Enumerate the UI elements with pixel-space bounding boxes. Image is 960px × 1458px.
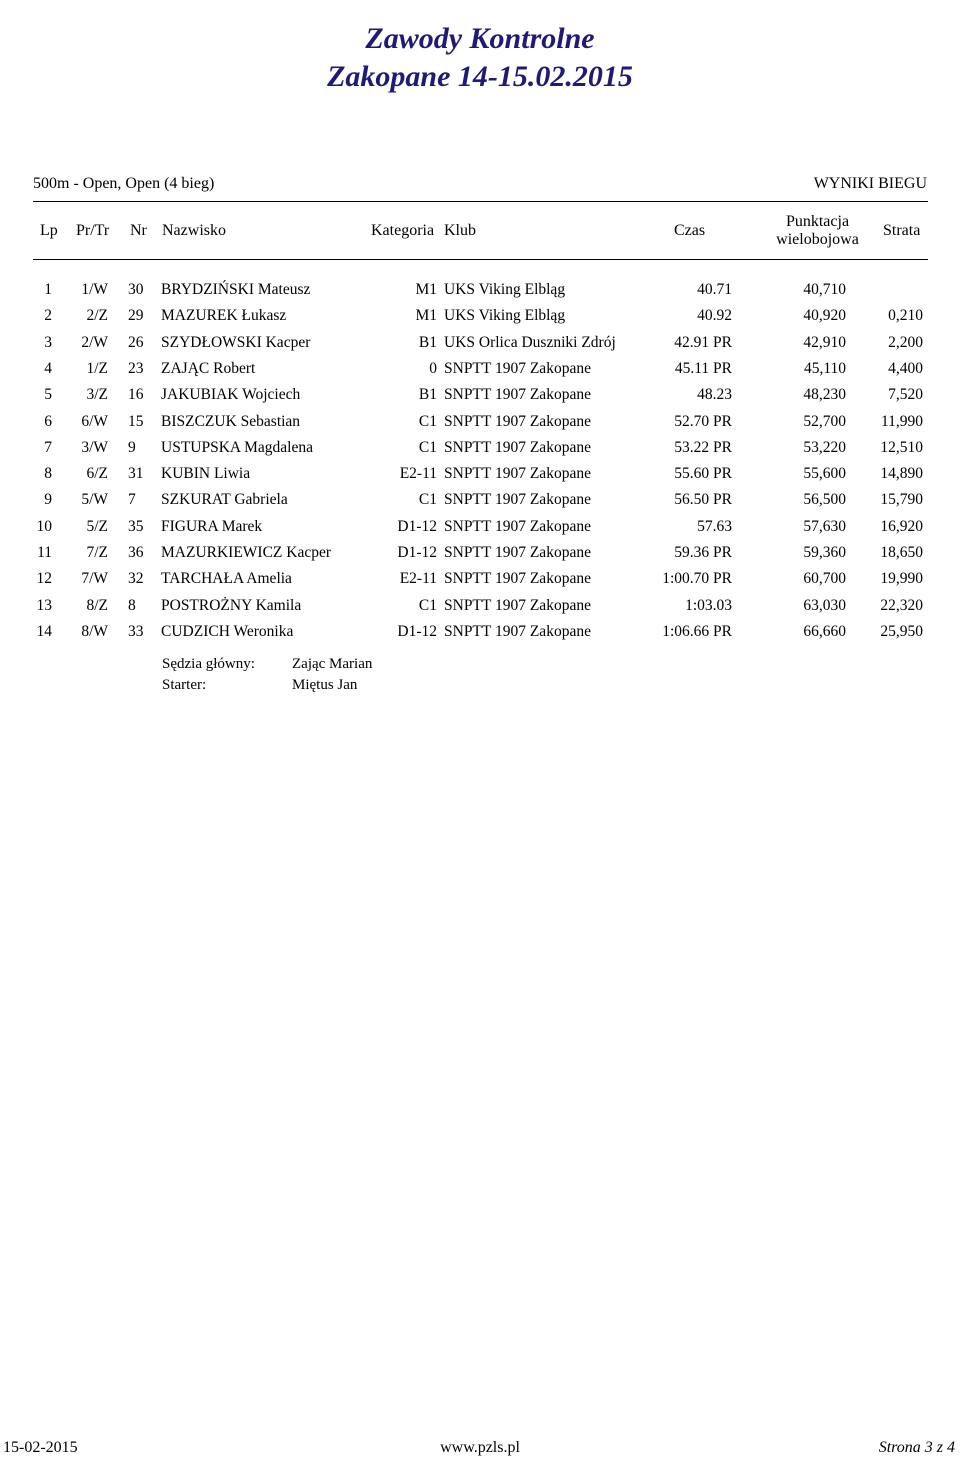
cell-czas: 1:03.03	[685, 596, 732, 614]
cell-nr: 23	[128, 359, 144, 377]
cell-nr: 8	[128, 596, 136, 614]
column-header-czas: Czas	[674, 222, 706, 239]
cell-czas: 55.60 PR	[674, 465, 732, 483]
cell-klub: UKS Viking Elbląg	[444, 307, 566, 325]
cell-kategoria: E2-11	[399, 570, 437, 588]
cell-nr: 32	[128, 570, 144, 588]
cell-kategoria: C1	[418, 596, 437, 614]
cell-klub: SNPTT 1907 Zakopane	[444, 386, 591, 404]
cell-czas: 57.63	[697, 517, 732, 535]
cell-kategoria: D1-12	[397, 517, 437, 535]
cell-punktacja: 52,700	[803, 412, 846, 430]
cell-strata: 12,510	[880, 438, 923, 456]
cell-nr: 26	[128, 333, 144, 351]
cell-strata: 2,200	[888, 333, 923, 351]
cell-punktacja: 55,600	[803, 465, 846, 483]
cell-czas: 48.23	[697, 386, 732, 404]
column-header-prtr: Pr/Tr	[76, 222, 110, 239]
cell-nazwisko: BISZCZUK Sebastian	[161, 412, 301, 430]
cell-nazwisko: CUDZICH Weronika	[161, 622, 294, 640]
cell-czas: 52.70 PR	[674, 412, 732, 430]
cell-klub: SNPTT 1907 Zakopane	[444, 438, 591, 456]
cell-punktacja: 59,360	[803, 544, 846, 561]
cell-kategoria: D1-12	[397, 544, 437, 561]
cell-nr: 30	[128, 281, 144, 298]
cell-kategoria: B1	[418, 333, 437, 351]
cell-nr: 35	[128, 517, 144, 535]
cell-lp: 8	[44, 465, 52, 483]
cell-kategoria: C1	[418, 438, 437, 456]
cell-strata: 16,920	[880, 517, 923, 535]
cell-prtr: 1/Z	[86, 359, 108, 377]
cell-lp: 5	[44, 386, 52, 404]
cell-prtr: 8/Z	[86, 596, 108, 614]
document-subtitle: Zakopane 14-15.02.2015	[327, 60, 633, 93]
cell-czas: 56.50 PR	[674, 491, 732, 509]
footer-date: 15-02-2015	[3, 1439, 78, 1456]
footer-website: www.pzls.pl	[440, 1439, 520, 1456]
cell-klub: SNPTT 1907 Zakopane	[444, 412, 591, 430]
cell-punktacja: 60,700	[803, 570, 846, 588]
cell-punktacja: 56,500	[803, 491, 846, 509]
column-header-klub: Klub	[444, 222, 476, 239]
cell-klub: SNPTT 1907 Zakopane	[444, 596, 591, 614]
cell-punktacja: 48,230	[803, 386, 846, 404]
column-header-punktacja	[760, 213, 875, 249]
column-header-nazwisko: Nazwisko	[162, 222, 226, 239]
cell-klub: SNPTT 1907 Zakopane	[444, 517, 591, 535]
cell-klub: SNPTT 1907 Zakopane	[444, 544, 591, 561]
cell-nr: 15	[128, 412, 144, 430]
cell-czas: 1:00.70 PR	[662, 570, 732, 588]
cell-punktacja: 40,710	[803, 281, 846, 298]
cell-nazwisko: MAZURKIEWICZ Kacper	[161, 544, 332, 561]
cell-prtr: 2/W	[81, 333, 108, 351]
cell-nr: 9	[128, 438, 136, 456]
cell-czas: 42.91 PR	[674, 333, 732, 351]
table-row	[0, 518, 960, 544]
cell-czas: 59.36 PR	[674, 544, 732, 561]
cell-klub: SNPTT 1907 Zakopane	[444, 465, 591, 483]
document-title: Zawody Kontrolne	[365, 22, 595, 55]
cell-lp: 1	[44, 281, 52, 298]
cell-kategoria: 0	[429, 359, 437, 377]
cell-czas: 40.92	[697, 307, 732, 325]
cell-strata: 14,890	[880, 465, 923, 483]
cell-lp: 3	[44, 333, 52, 351]
cell-lp: 14	[36, 622, 52, 640]
cell-klub: SNPTT 1907 Zakopane	[444, 622, 591, 640]
cell-prtr: 6/Z	[86, 465, 108, 483]
table-row	[0, 439, 960, 465]
cell-kategoria: D1-12	[397, 622, 437, 640]
cell-lp: 9	[44, 491, 52, 509]
judge-label: Sędzia główny:	[162, 656, 255, 672]
cell-prtr: 3/Z	[86, 386, 108, 404]
cell-nr: 29	[128, 307, 144, 325]
cell-punktacja: 63,030	[803, 596, 846, 614]
cell-strata: 7,520	[888, 386, 923, 404]
cell-prtr: 5/Z	[86, 517, 108, 535]
cell-strata: 18,650	[880, 544, 923, 561]
cell-prtr: 1/W	[81, 281, 108, 298]
cell-punktacja: 53,220	[803, 438, 846, 456]
table-row	[0, 623, 960, 649]
cell-strata: 19,990	[880, 570, 923, 588]
starter-label: Starter:	[162, 677, 207, 693]
cell-nazwisko: MAZUREK Łukasz	[161, 307, 287, 325]
cell-nazwisko: SZYDŁOWSKI Kacper	[161, 333, 311, 351]
cell-strata: 0,210	[888, 307, 923, 325]
cell-kategoria: E2-11	[399, 465, 437, 483]
cell-lp: 12	[36, 570, 52, 588]
cell-nr: 31	[128, 465, 144, 483]
cell-nazwisko: ZAJĄC Robert	[161, 359, 256, 377]
footer-page-number: Strona 3 z 4	[878, 1439, 955, 1456]
cell-klub: UKS Viking Elbląg	[444, 281, 566, 298]
cell-prtr: 7/W	[81, 570, 108, 588]
column-header-kategoria: Kategoria	[371, 222, 435, 239]
table-row	[0, 360, 960, 386]
cell-czas: 40.71	[697, 281, 732, 298]
cell-nr: 33	[128, 622, 144, 640]
cell-nr: 36	[128, 544, 144, 561]
cell-lp: 7	[44, 438, 52, 456]
cell-prtr: 8/W	[81, 622, 108, 640]
cell-czas: 1:06.66 PR	[662, 622, 732, 640]
cell-punktacja: 57,630	[803, 517, 846, 535]
cell-klub: SNPTT 1907 Zakopane	[444, 570, 591, 588]
cell-lp: 2	[44, 307, 52, 325]
cell-strata: 11,990	[880, 412, 923, 430]
column-header-punktacja-line1: Punktacja	[785, 213, 850, 230]
cell-kategoria: C1	[418, 412, 437, 430]
header-bottom-divider	[33, 259, 928, 260]
cell-prtr: 2/Z	[86, 307, 108, 325]
column-header-punktacja-line2: wielobojowa	[776, 231, 859, 248]
cell-klub: SNPTT 1907 Zakopane	[444, 491, 591, 509]
cell-lp: 11	[37, 544, 52, 561]
cell-czas: 45.11 PR	[674, 359, 732, 377]
cell-strata: 15,790	[880, 491, 923, 509]
cell-klub: SNPTT 1907 Zakopane	[444, 359, 591, 377]
cell-nazwisko: USTUPSKA Magdalena	[161, 438, 313, 456]
table-row	[0, 307, 960, 333]
cell-nazwisko: BRYDZIŃSKI Mateusz	[161, 281, 311, 298]
cell-nazwisko: JAKUBIAK Wojciech	[161, 386, 301, 404]
column-header-strata: Strata	[883, 222, 921, 239]
table-row	[0, 281, 960, 307]
cell-kategoria: M1	[415, 307, 437, 325]
table-row	[0, 570, 960, 596]
cell-nazwisko: SZKURAT Gabriela	[161, 491, 288, 509]
cell-nazwisko: POSTROŻNY Kamila	[161, 596, 302, 614]
header-top-divider	[33, 201, 928, 202]
starter-name: Miętus Jan	[292, 677, 358, 693]
table-row	[0, 491, 960, 517]
table-row	[0, 465, 960, 491]
cell-prtr: 5/W	[81, 491, 108, 509]
results-label: WYNIKI BIEGU	[813, 175, 927, 192]
cell-nazwisko: TARCHAŁA Amelia	[161, 570, 292, 588]
cell-punktacja: 40,920	[803, 307, 846, 325]
cell-lp: 10	[36, 517, 52, 535]
cell-czas: 53.22 PR	[674, 438, 732, 456]
cell-punktacja: 42,910	[803, 333, 846, 351]
cell-prtr: 7/Z	[86, 544, 108, 561]
cell-prtr: 3/W	[81, 438, 108, 456]
table-row	[0, 413, 960, 439]
cell-kategoria: M1	[415, 281, 437, 298]
cell-strata: 4,400	[888, 359, 923, 377]
table-row	[0, 334, 960, 360]
cell-strata: 25,950	[880, 622, 923, 640]
cell-lp: 6	[44, 412, 52, 430]
cell-nazwisko: FIGURA Marek	[161, 517, 263, 535]
cell-strata: 22,320	[880, 596, 923, 614]
column-header-lp: Lp	[40, 222, 58, 239]
cell-klub: UKS Orlica Duszniki Zdrój	[444, 333, 616, 351]
column-header-nr: Nr	[130, 222, 147, 239]
table-row	[0, 597, 960, 623]
cell-nr: 7	[128, 491, 136, 509]
cell-nr: 16	[128, 386, 144, 404]
cell-punktacja: 45,110	[803, 359, 846, 377]
table-row	[0, 544, 960, 570]
event-name: 500m - Open, Open (4 bieg)	[33, 175, 215, 192]
cell-lp: 4	[44, 359, 52, 377]
cell-kategoria: C1	[418, 491, 437, 509]
cell-nazwisko: KUBIN Liwia	[161, 465, 251, 483]
cell-punktacja: 66,660	[803, 622, 846, 640]
cell-lp: 13	[36, 596, 52, 614]
table-row	[0, 386, 960, 412]
judge-name: Zając Marian	[292, 656, 373, 672]
cell-kategoria: B1	[418, 386, 437, 404]
cell-prtr: 6/W	[81, 412, 108, 430]
